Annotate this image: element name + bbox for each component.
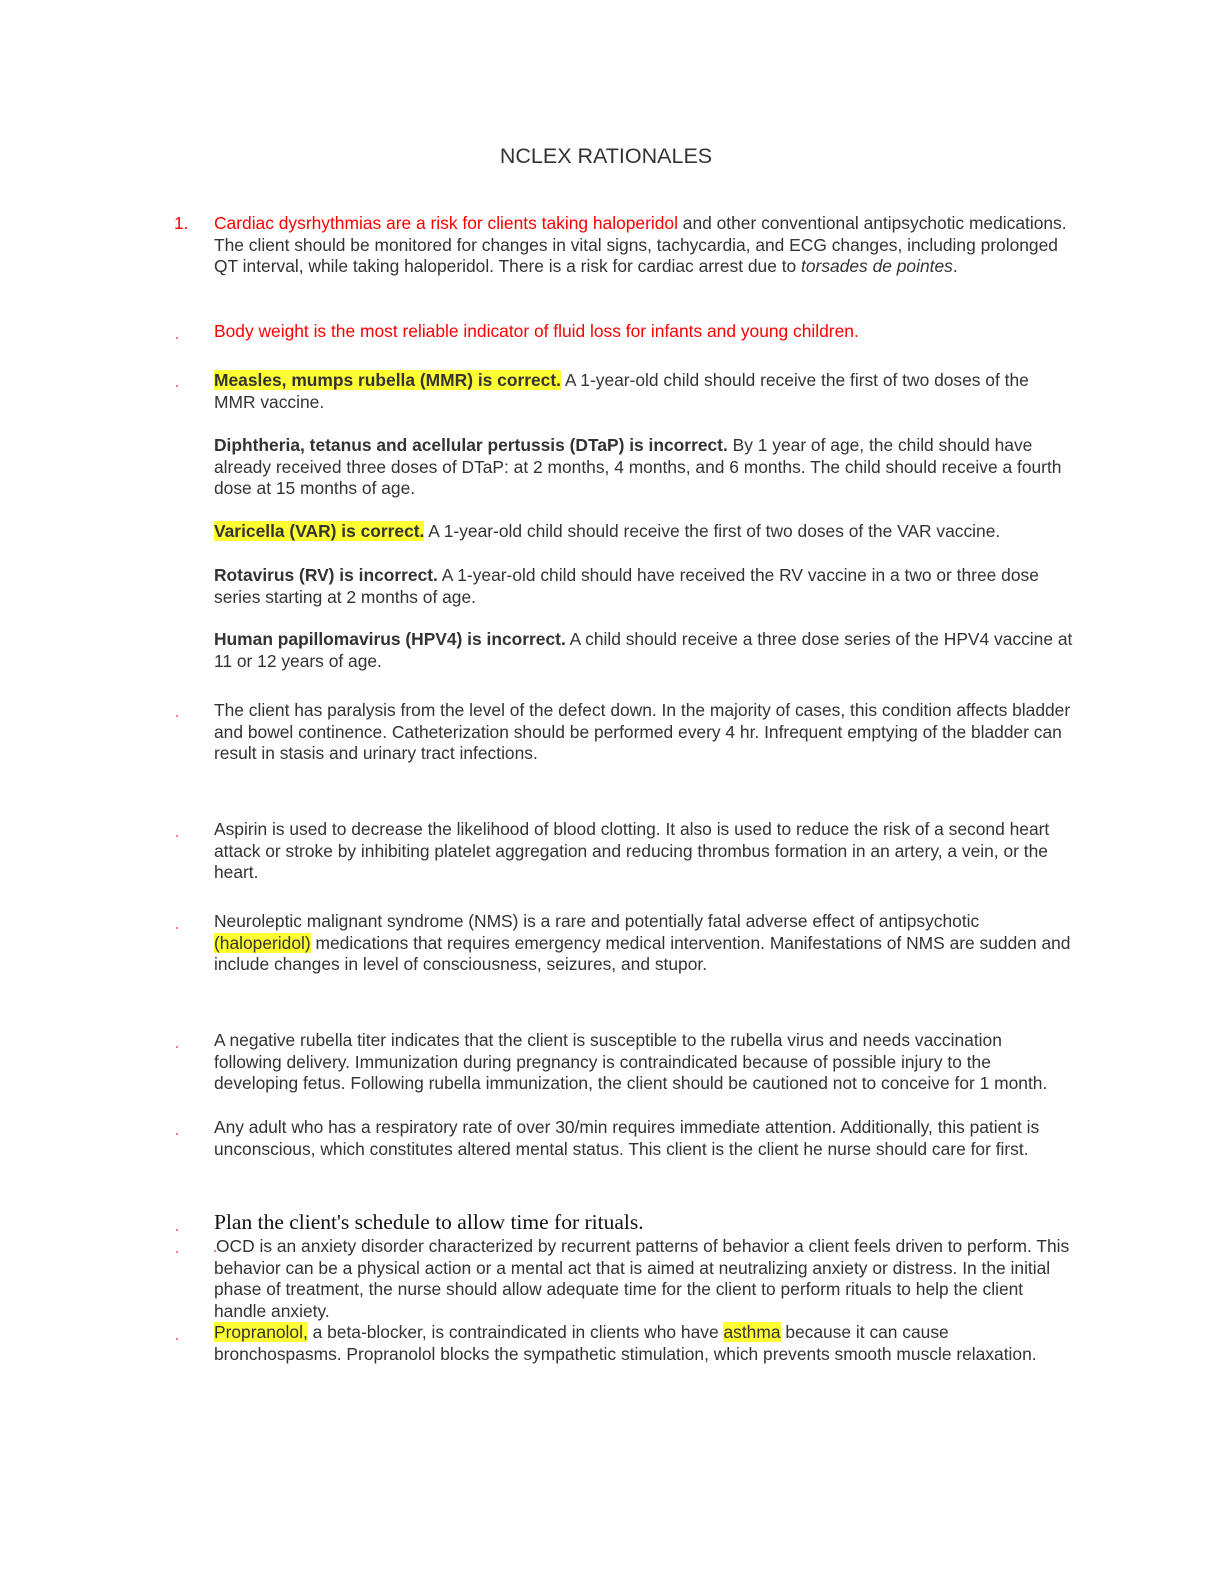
list-item xyxy=(214,911,1074,976)
list-item xyxy=(214,370,1074,413)
highlighted-term: asthma xyxy=(723,1322,781,1342)
list-item-paragraph xyxy=(214,629,1074,672)
list-item xyxy=(214,700,1074,765)
bullet-dot xyxy=(176,1133,178,1135)
var-text: A 1-year-old child should receive the first of two doses of the VAR vaccine. xyxy=(424,521,1001,541)
bullet-dot xyxy=(176,715,178,717)
list-item xyxy=(214,321,1074,343)
list-item xyxy=(214,1209,1074,1235)
bullet-dot xyxy=(176,1046,178,1048)
item-text: A negative rubella titer indicates that the client is susceptible to the rubella virus and needs vaccination following delivery. Immunization during pregnancy is contraindicated because of possible injury to the developing fetus. Following rubella immunization, the client should be cautioned not to conceive for 1 month. xyxy=(214,1030,1048,1094)
item-red-text: Cardiac dysrhythmias are a risk for clients taking haloperidol xyxy=(214,213,678,233)
mmr-label: Measles, mumps rubella (MMR) is correct. xyxy=(214,370,561,390)
item-text-end: . xyxy=(952,256,958,277)
bullet-dot xyxy=(176,1251,178,1253)
bullet-dot xyxy=(176,927,178,929)
list-item-paragraph xyxy=(214,565,1074,608)
item-text: because it can cause bronchospasms. Propranolol blocks the sympathetic stimulation, which prevents smooth muscle relaxation. xyxy=(214,1322,1037,1364)
item-text: Any adult who has a respiratory rate of over 30/min requires immediate attention. Additionally, this patient is unconscious, which constitutes altered mental status. This client is the client he nurse should care for first. xyxy=(214,1117,1040,1159)
list-item xyxy=(214,1236,1074,1322)
mmr-text: A 1-year-old child should receive the first of two doses of the MMR vaccine. xyxy=(214,370,1029,412)
hpv-text: A child should receive a three dose series of the HPV4 vaccine at 11 or 12 years of age. xyxy=(214,629,1073,671)
var-label: Varicella (VAR) is correct. xyxy=(214,521,425,541)
dtap-text: By 1 year of age, the child should have already received three doses of DTaP: at 2 months, 4 months, and 6 months. The child should receive a fourth dose at 15 months of age. xyxy=(214,435,1062,499)
list-item xyxy=(214,819,1074,884)
bullet-dot xyxy=(176,1338,178,1340)
item-text: a beta-blocker, is contraindicated in clients who have xyxy=(307,1322,724,1342)
item-text: Aspirin is used to decrease the likelihood of blood clotting. It also is used to reduce the risk of a second heart attack or stroke by inhibiting platelet aggregation and reducing thrombus formation in an artery, a vein, or the heart. xyxy=(214,819,1050,883)
item-red-text: Body weight is the most reliable indicator of fluid loss for infants and young children. xyxy=(214,321,859,341)
highlighted-term: Propranolol, xyxy=(214,1322,308,1342)
bullet-dot xyxy=(176,385,178,387)
list-item-paragraph xyxy=(214,435,1074,500)
dtap-label: Diphtheria, tetanus and acellular pertussis (DTaP) is incorrect. xyxy=(214,435,728,455)
item-text: and other conventional antipsychotic medications. The client should be monitored for changes in vital signs, tachycardia, and ECG changes, including prolonged QT interval, while taking haloperidol. There is a risk for cardiac arrest due to xyxy=(214,213,1067,277)
bullet-dot xyxy=(176,1229,178,1231)
item-text: Plan the client's schedule to allow time for rituals. xyxy=(214,1210,644,1234)
list-item xyxy=(214,1322,1074,1365)
highlighted-term: (haloperidol) xyxy=(214,932,311,953)
bullet-dot xyxy=(176,337,178,339)
item-italic-text: torsades de pointes xyxy=(801,256,953,277)
list-item xyxy=(214,1030,1074,1095)
rv-text: A 1-year-old child should have received the RV vaccine in a two or three dose series starting at 2 months of age. xyxy=(214,565,1039,607)
document-title: NCLEX RATIONALES xyxy=(499,144,713,168)
item-text: medications that requires emergency medical intervention. Manifestations of NMS are sudden and include changes in level of consciousness, seizures, and stupor. xyxy=(214,932,1071,975)
list-number: 1. xyxy=(174,213,189,233)
list-item-paragraph xyxy=(214,521,1074,543)
list-item xyxy=(214,213,1074,278)
item-text: OCD is an anxiety disorder characterized by recurrent patterns of behavior a client feels driven to perform. This behavior can be a physical action or a mental act that is aimed at neutralizing anxiety or distress. In the initial phase of treatment, the nurse should allow adequate time for the client to perform rituals to help the client handle anxiety. xyxy=(214,1236,1070,1321)
list-item xyxy=(214,1117,1074,1160)
rv-label: Rotavirus (RV) is incorrect. xyxy=(214,565,438,585)
item-text: The client has paralysis from the level of the defect down. In the majority of cases, this condition affects bladder and bowel continence. Catheterization should be performed every 4 hr. Infrequent emptying of the bladder can result in stasis and urinary tract infections. xyxy=(214,700,1071,764)
item-text: Neuroleptic malignant syndrome (NMS) is a rare and potentially fatal adverse effect of antipsychotic xyxy=(214,911,980,931)
bullet-dot xyxy=(176,835,178,837)
hpv-label: Human papillomavirus (HPV4) is incorrect. xyxy=(214,629,566,649)
